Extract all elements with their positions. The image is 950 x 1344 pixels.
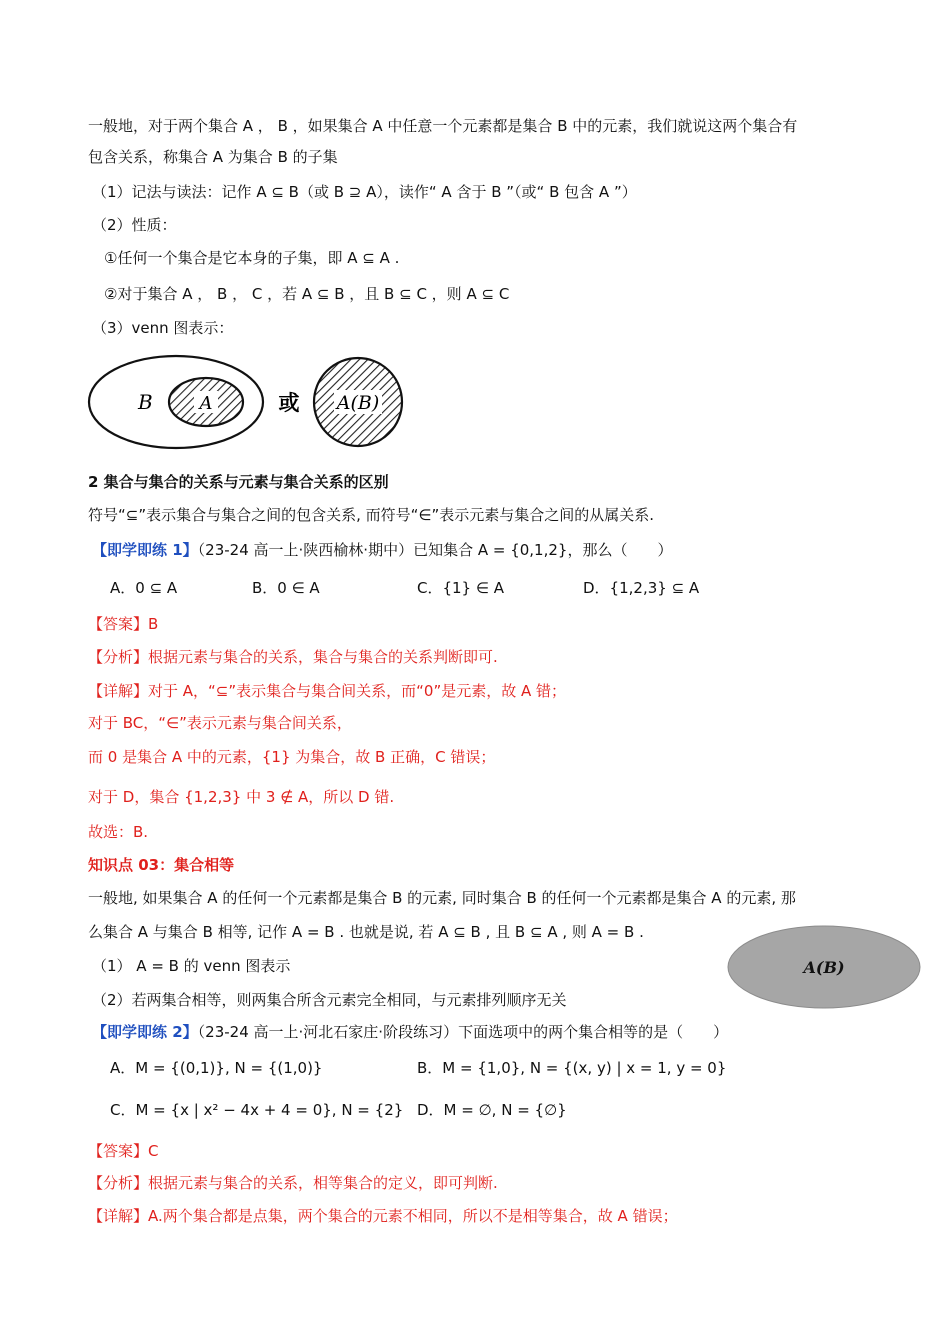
detail-1-line-4: 对于 D，集合 {1,2,3} 中 3 ∉ A，所以 D 错. — [88, 788, 395, 806]
symbol-explanation: 符号“⊆”表示集合与集合之间的包含关系, 而符号“∈”表示元素与集合之间的从属关系. — [88, 506, 655, 524]
exercise-1-question: （23-24 高一上·陕西榆林·期中）已知集合 A = {0,1,2}，那么（ ） — [197, 541, 673, 559]
property-heading: （2）性质： — [92, 216, 177, 234]
exercise-1-stem — [92, 540, 672, 560]
definition-line-1: 一般地，对于两个集合 A ， B ，如果集合 A 中任意一个元素都是集合 B 中的元素，我们就说这两个集合有 — [88, 117, 798, 135]
analysis-2: 【分析】根据元素与集合的关系，相等集合的定义，即可判断. — [88, 1174, 498, 1192]
detail-1-line-3: 而 0 是集合 A 中的元素，{1} 为集合，故 B 正确，C 错误； — [88, 748, 496, 766]
venn-inner-label: A — [199, 393, 213, 414]
exercise-2-option-c: C．M = {x | x² − 4x + 4 = 0}, N = {2} — [110, 1101, 404, 1119]
equality-definition-2: 么集合 A 与集合 B 相等, 记作 A = B . 也就是说, 若 A ⊆ B , 且 B ⊆ A , 则 A = B . — [88, 923, 644, 941]
venn-or-label: 或 — [278, 390, 300, 415]
venn-diagram-equal — [726, 924, 922, 1010]
exercise-2-question: （23-24 高一上·河北石家庄·阶段练习）下面选项中的两个集合相等的是（ ） — [197, 1023, 729, 1041]
venn-heading: （3）venn 图表示： — [92, 319, 234, 337]
equal-set-label: A(B) — [803, 958, 845, 977]
exercise-1-option-a: A．0 ⊆ A — [110, 579, 178, 597]
answer-2: 【答案】C — [88, 1142, 159, 1160]
exercise-2-option-b: B．M = {1,0}, N = {(x, y) | x = 1, y = 0} — [417, 1059, 727, 1077]
exercise-2-tag: 【即学即练 2】 — [92, 1023, 198, 1041]
property-2: ②对于集合 A ， B ， C ，若 A ⊆ B ，且 B ⊆ C ，则 A ⊆ C — [104, 285, 510, 303]
exercise-2-stem — [92, 1022, 728, 1042]
equality-venn-heading: （1） A = B 的 venn 图表示 — [92, 957, 291, 975]
venn-diagram-subset — [86, 352, 416, 458]
equality-definition-1: 一般地, 如果集合 A 的任何一个元素都是集合 B 的元素, 同时集合 B 的任何一个元素都是集合 A 的元素, 那 — [88, 889, 796, 907]
knowledge-point-heading: 知识点 03：集合相等 — [88, 856, 235, 874]
venn-equal-label: A(B) — [336, 392, 380, 414]
detail-1-line-1: 【详解】对于 A，“⊆”表示集合与集合间关系，而“0”是元素，故 A 错； — [88, 682, 567, 700]
exercise-1-option-b: B．0 ∈ A — [252, 579, 320, 597]
definition-line-2: 包含关系，称集合 A 为集合 B 的子集 — [88, 148, 338, 166]
detail-1-line-2: 对于 BC，“∈”表示元素与集合间关系， — [88, 714, 352, 732]
exercise-1-option-c: C．{1} ∈ A — [417, 579, 504, 597]
equality-property: （2）若两集合相等，则两集合所含元素完全相同，与元素排列顺序无关 — [92, 991, 567, 1009]
analysis-1: 【分析】根据元素与集合的关系，集合与集合的关系判断即可. — [88, 648, 498, 666]
exercise-2-option-d: D．M = ∅, N = {∅} — [417, 1101, 567, 1119]
exercise-1-option-d: D．{1,2,3} ⊆ A — [583, 579, 700, 597]
exercise-1-tag: 【即学即练 1】 — [92, 541, 198, 559]
answer-1: 【答案】B — [88, 615, 159, 633]
section-heading-2: 2 集合与集合的关系与元素与集合关系的区别 — [88, 473, 389, 491]
property-1: ①任何一个集合是它本身的子集，即 A ⊆ A . — [104, 249, 400, 267]
detail-2-line-1: 【详解】A.两个集合都是点集，两个集合的元素不相同，所以不是相等集合，故 A 错误； — [88, 1207, 678, 1225]
notation-line: （1）记法与读法：记作 A ⊆ B（或 B ⊇ A），读作“ A 含于 B ”（或“ B 包含 A ”） — [92, 183, 637, 201]
venn-outer-label: B — [138, 390, 153, 414]
detail-1-line-5: 故选：B. — [88, 823, 149, 841]
exercise-2-option-a: A．M = {(0,1)}, N = {(1,0)} — [110, 1059, 323, 1077]
